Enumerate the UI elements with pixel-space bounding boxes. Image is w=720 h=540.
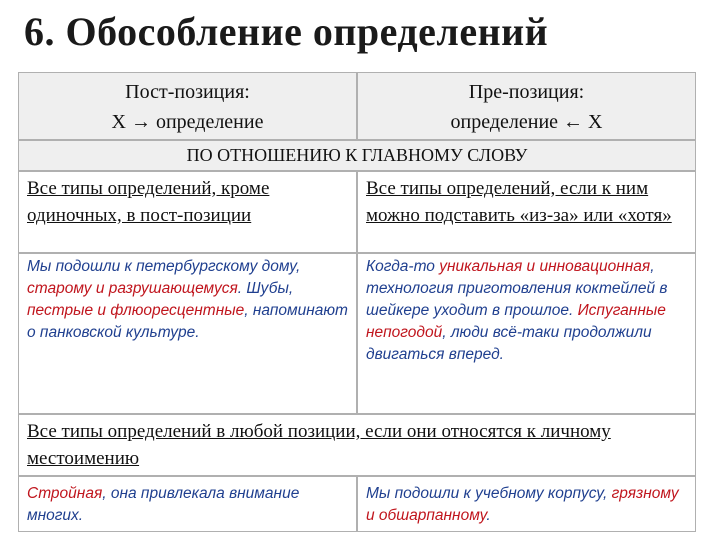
example-pronoun-right [357, 476, 696, 532]
highlighted-definition: пестрые и флюоресцентные [27, 302, 245, 319]
example-text: Мы подошли к петербургскому дому, [27, 258, 301, 275]
rule-post-position: Все типы определений, кроме одиночных, в пост-позиции [18, 171, 357, 253]
example-text: Мы подошли к учебному корпусу, [366, 485, 612, 502]
highlighted-definition: уникальная и инновационная [439, 258, 651, 275]
relation-band: ПО ОТНОШЕНИЮ К ГЛАВНОМУ СЛОВУ [18, 140, 696, 171]
example-text: . [486, 507, 491, 524]
highlighted-definition: старому и разрушающемуся [27, 280, 238, 297]
rule-pre-position: Все типы определений, если к ним можно подставить «из-за» или «хотя» [357, 171, 696, 253]
header-pre-position [357, 72, 696, 140]
header-post-position [18, 72, 357, 140]
example-text: , напоминают о панковской культуре. [27, 302, 348, 341]
highlighted-definition: Стройная [27, 485, 103, 502]
definitions-table [18, 72, 696, 532]
example-pronoun-left [18, 476, 357, 532]
post-position-formula: Х → определение [111, 111, 264, 133]
example-text: , люди всё-таки продолжили двигаться вперед. [366, 324, 652, 363]
rule-personal-pronoun: Все типы определений в любой позиции, если они относятся к личному местоимению [18, 414, 696, 476]
page-title: 6. Обособление определений [24, 9, 549, 54]
post-position-title: Пост-позиция: [125, 81, 250, 103]
highlighted-definition: Испуганные непогодой [366, 302, 666, 341]
pre-position-formula: определение ← Х [450, 111, 603, 133]
example-text: , она привлекала внимание многих. [27, 485, 300, 524]
example-text: Когда-то [366, 258, 440, 275]
example-post-position [18, 253, 357, 414]
pre-position-title: Пре-позиция: [468, 81, 585, 103]
highlighted-definition: грязному и обшарпанному [366, 485, 679, 524]
example-text: , технология приготовления коктейлей в шейкере уходит в прошлое. [366, 258, 668, 319]
example-text: . Шубы, [237, 280, 294, 297]
example-pre-position [357, 253, 696, 414]
